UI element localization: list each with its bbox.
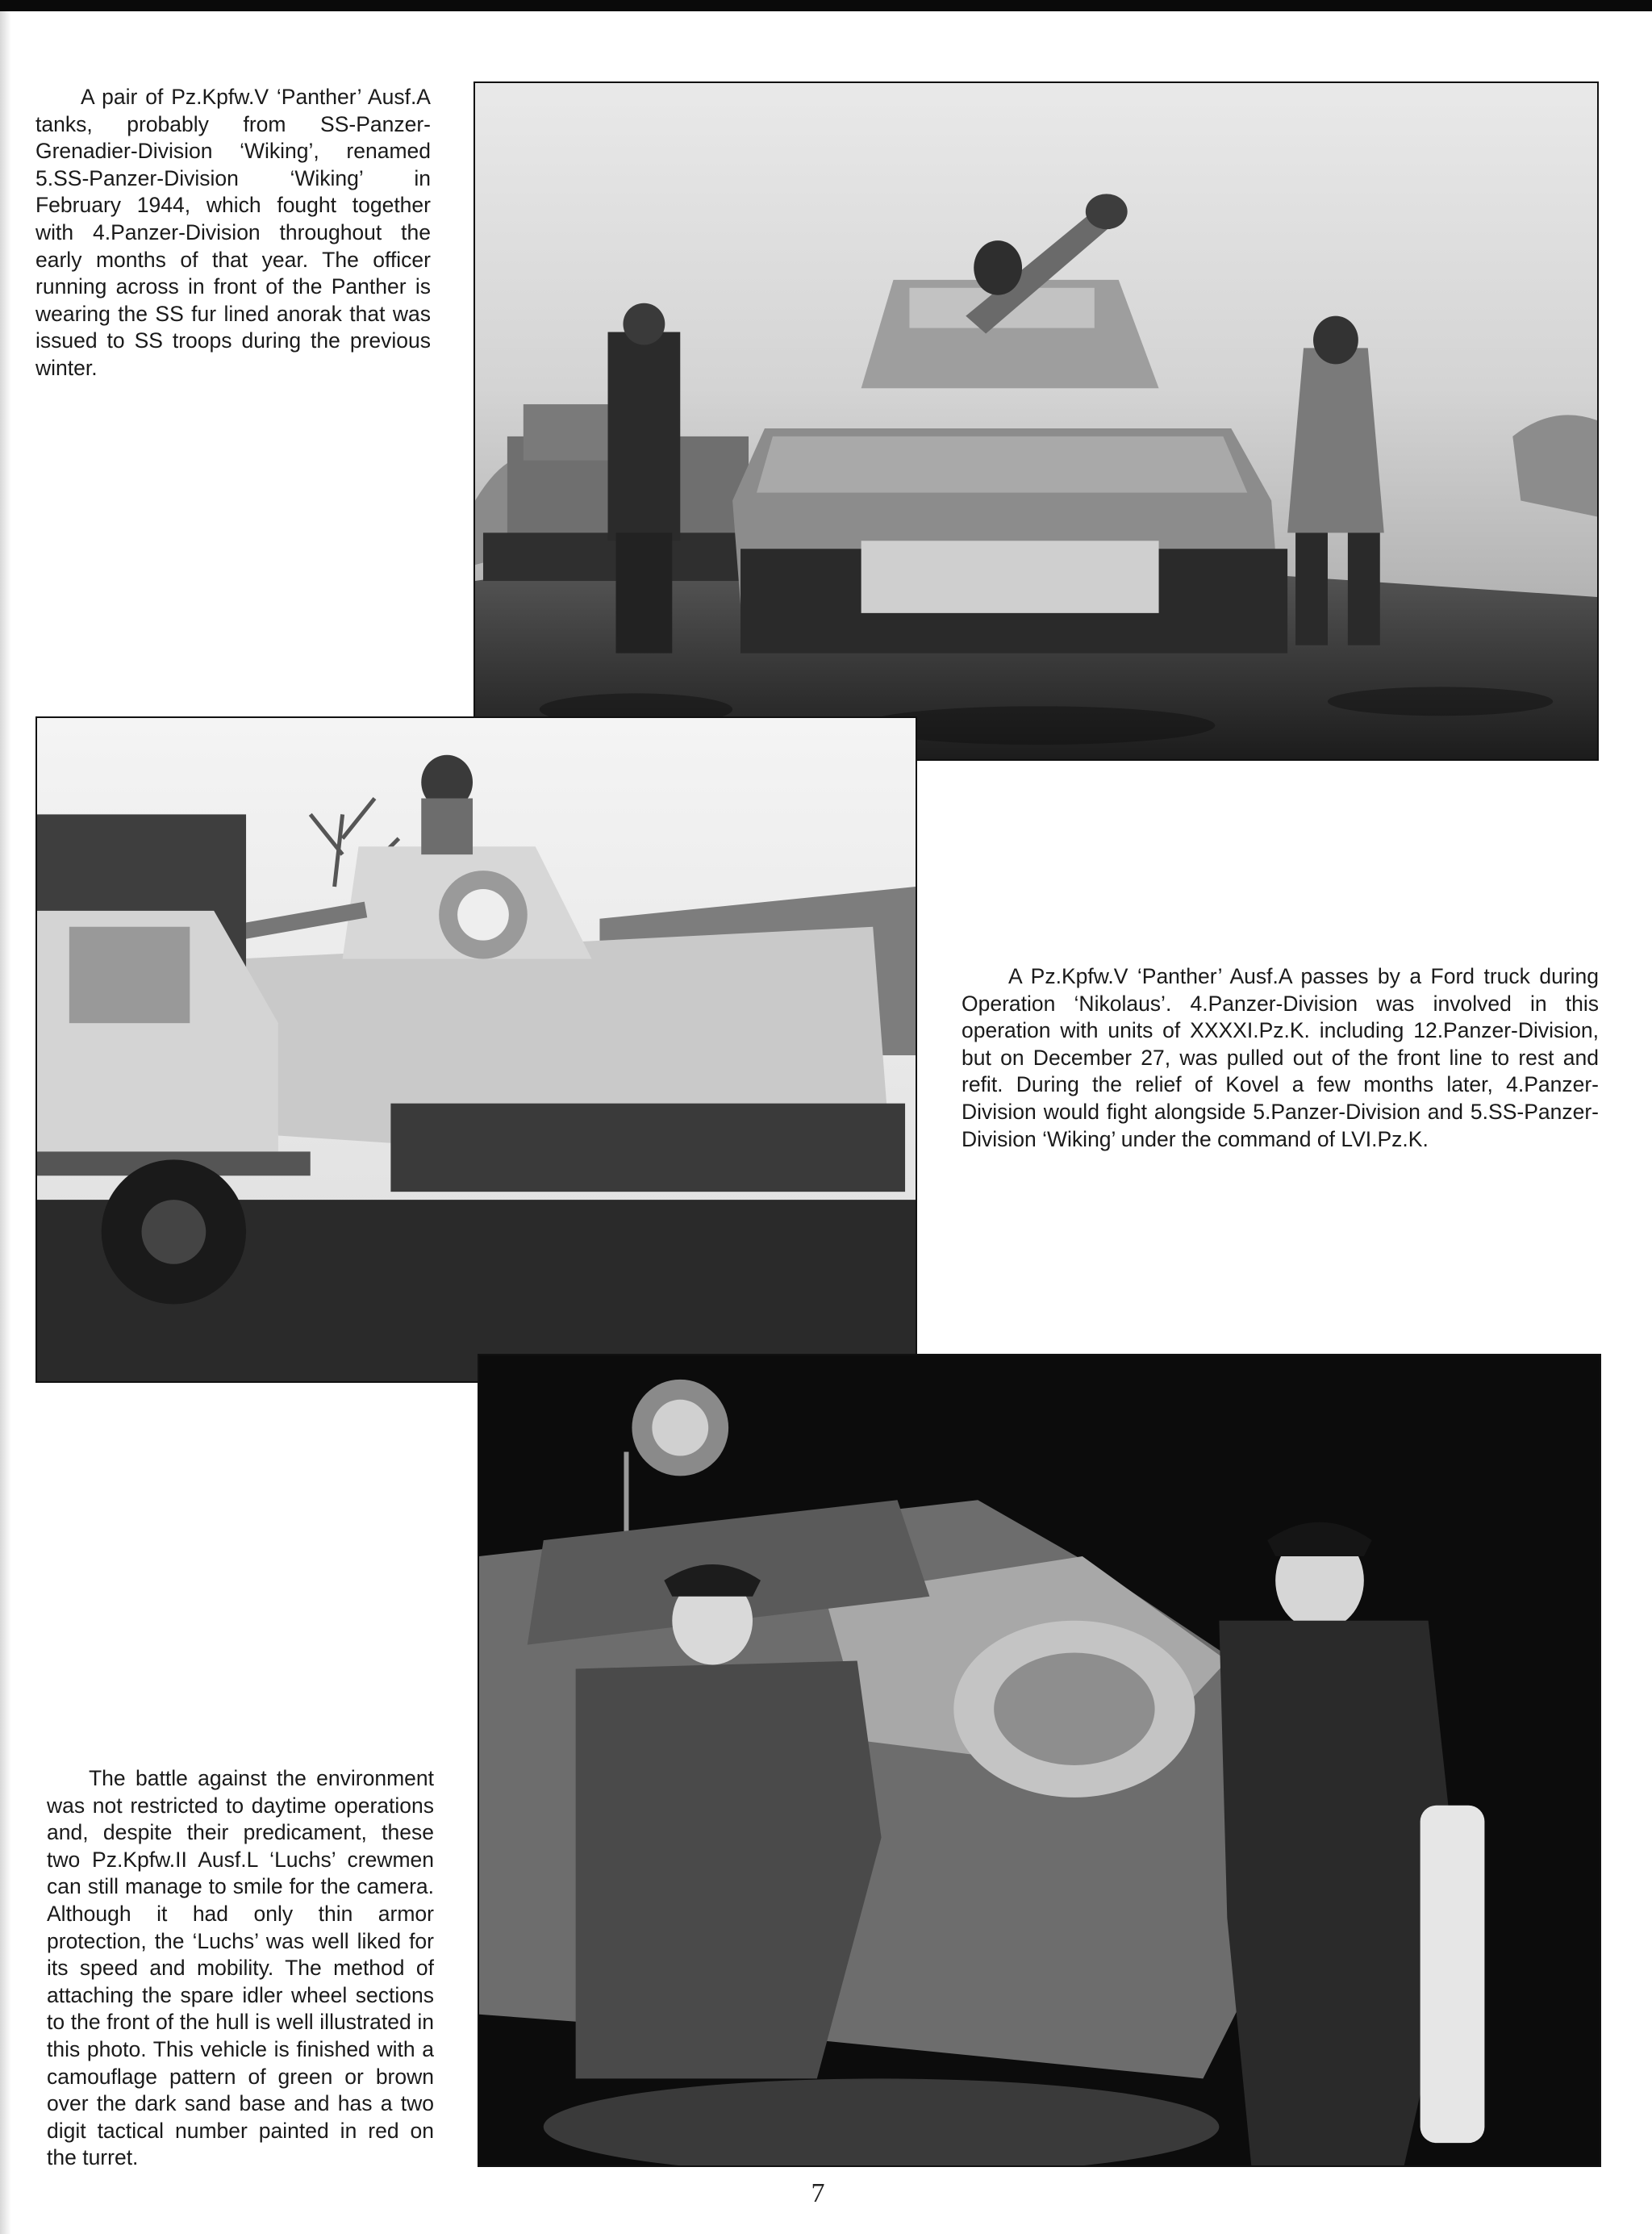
binding-shadow bbox=[0, 11, 11, 2234]
photo-panther-ford-truck bbox=[35, 716, 917, 1383]
caption-panther-ford-truck: A Pz.Kpfw.V ‘Panther’ Ausf.A passes by a Ford truck during Operation ‘Nikolaus’. 4.Panzer-Division was involved in this operation with units of XXXXI.Pz.K. including 12.Panzer-Division, but on December 27, was pulled out of the front line to rest and refit. During the relief of Kovel a few months later, 4.Panzer-Division would fight alongside 5.Panzer-Division and 5.SS-Panzer-Division ‘Wiking’ under the command of LVI.Pz.K. bbox=[962, 964, 1599, 1151]
caption-panther-pair: A pair of Pz.Kpfw.V ‘Panther’ Ausf.A tanks, probably from SS-Panzer-Grenadier-Division ‘Wiking’, renamed 5.SS-Panzer-Division ‘Wiking’ in February 1944, which fought together with 4.Panzer-Division throughout the early months of that year. The officer running across in front of the Panther is wearing the SS fur lined anorak that was issued to SS troops during the previous winter. bbox=[35, 85, 431, 380]
top-rule bbox=[0, 0, 1652, 11]
photo-panther-pair bbox=[473, 81, 1599, 761]
photo-luchs-crewmen bbox=[478, 1354, 1601, 2167]
caption-luchs-crewmen: The battle against the environment was not restricted to daytime operations and, despite their predicament, these two Pz.Kpfw.II Ausf.L ‘Luchs’ crewmen can still manage to smile for the camera. Although it had only thin armor protection, the ‘Luchs’ was well liked for its speed and mobility. The method of attaching the spare idler wheel sections to the front of the hull is well illustrated in this photo. This vehicle is finished with a camouflage pattern of green or brown over the dark sand base and has a two digit tactical number painted in red on the turret. bbox=[47, 1766, 434, 2170]
page-number: 7 bbox=[811, 2178, 825, 2208]
